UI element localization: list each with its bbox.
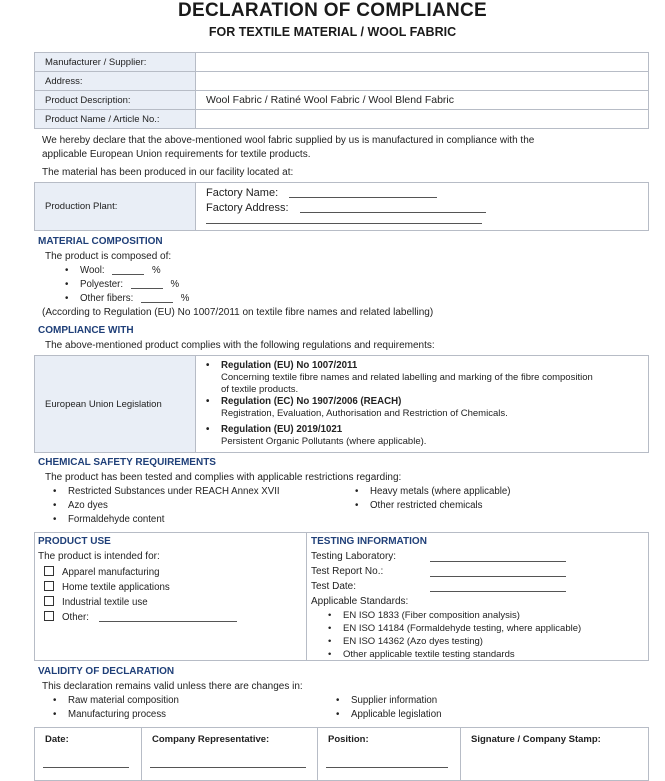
list-item: • Formaldehyde content [68,514,164,525]
address-label: Address: [35,72,196,91]
test-date-field[interactable] [430,591,566,592]
wool-percent-field[interactable] [112,274,144,275]
compliance-heading: COMPLIANCE WITH [38,325,134,336]
date-cell [35,728,142,781]
column-divider [306,533,307,660]
regulation-desc: Persistent Organic Pollutants (where applicable). [221,436,427,447]
position-cell [318,728,461,781]
standards-label: Applicable Standards: [311,596,409,607]
document-title: DECLARATION OF COMPLIANCE [177,0,488,21]
production-plant-fields [196,183,649,231]
list-item: • Heavy metals (where applicable) [370,486,511,497]
regulation-desc: of textile products. [221,384,299,395]
list-item: • Polyester: % [80,279,179,290]
table-row [35,110,649,129]
signature-table [34,727,649,781]
chemical-safety-heading: CHEMICAL SAFETY REQUIREMENTS [38,457,216,468]
table-row [35,53,649,72]
checkbox-icon[interactable] [44,611,54,621]
manufacturer-label: Manufacturer / Supplier: [35,53,196,72]
composition-note: (According to Regulation (EU) No 1007/2011 on textile fibre names and related labelling) [42,307,434,318]
testing-lab-field[interactable] [430,561,566,562]
regulation-desc: Concerning textile fibre names and related labelling and marking of the fibre composition [221,372,593,383]
list-item: • Other applicable textile testing standards [343,649,515,660]
factory-name-label: Factory Name: [206,187,279,199]
checkbox-industrial[interactable]: Industrial textile use [44,596,148,608]
compliance-intro: The above-mentioned product complies with the following regulations and requirements: [45,340,435,351]
date-field[interactable] [43,767,129,768]
declaration-line2: applicable European Union requirements for textile products. [42,149,311,160]
declaration-line1: We hereby declare that the above-mentioned wool fabric supplied by us is manufactured in compliance with the [42,135,535,146]
checkbox-home-textile[interactable]: Home textile applications [44,581,170,593]
testing-lab-label: Testing Laboratory: [311,551,397,562]
list-item: • EN ISO 14184 (Formaldehyde testing, where applicable) [343,623,581,634]
list-item: • Restricted Substances under REACH Annex XVII [68,486,280,497]
eu-legislation-label: European Union Legislation [35,356,196,453]
product-use-intro: The product is intended for: [38,551,160,562]
chemical-intro: The product has been tested and complies with applicable restrictions regarding: [45,472,402,483]
list-item: • EN ISO 1833 (Fiber composition analysis) [343,610,520,621]
factory-name-field[interactable] [289,197,437,198]
list-item: • Manufacturing process [68,709,166,720]
compliance-table [34,355,649,453]
checkbox-icon[interactable] [44,581,54,591]
regulation-desc: Registration, Evaluation, Authorisation and Restriction of Chemicals. [221,408,508,419]
manufacturer-value[interactable] [196,53,649,72]
table-row [35,72,649,91]
product-description-label: Product Description: [35,91,196,110]
list-item: • Other fibers: % [80,293,189,304]
other-fibers-percent-field[interactable] [141,302,173,303]
test-date-label: Test Date: [311,581,357,592]
list-item: • Other restricted chemicals [370,500,483,511]
factory-address-field[interactable] [300,212,486,213]
product-name-value[interactable] [196,110,649,129]
address-value[interactable] [196,72,649,91]
product-info-table [34,52,649,129]
representative-cell [142,728,318,781]
position-label: Position: [328,734,369,745]
product-use-heading: PRODUCT USE [38,536,111,547]
list-item: • Applicable legislation [351,709,441,720]
stamp-cell[interactable] [461,728,649,781]
checkbox-other[interactable]: Other: [44,611,237,623]
validity-intro: This declaration remains valid unless there are changes in: [42,681,303,692]
list-item: • Azo dyes [68,500,108,511]
factory-address-line2[interactable] [206,223,482,224]
test-report-label: Test Report No.: [311,566,384,577]
checkbox-icon[interactable] [44,566,54,576]
test-report-field[interactable] [430,576,566,577]
production-plant-table [34,182,649,231]
list-item: • EN ISO 14362 (Azo dyes testing) [343,636,483,647]
regulation-title: • Regulation (EC) No 1907/2006 (REACH) [221,396,401,407]
list-item: • Supplier information [351,695,437,706]
document-subtitle: FOR TEXTILE MATERIAL / WOOL FABRIC [208,25,457,39]
date-label: Date: [45,734,69,745]
representative-field[interactable] [150,767,306,768]
production-plant-label: Production Plant: [35,183,196,231]
checkbox-apparel[interactable]: Apparel manufacturing [44,566,159,578]
regulation-title: • Regulation (EU) 2019/1021 [221,424,342,435]
factory-address-label: Factory Address: [206,202,289,214]
composition-intro: The product is composed of: [45,251,172,262]
regulations-cell [196,356,649,453]
validity-heading: VALIDITY OF DECLARATION [38,666,175,677]
regulation-title: • Regulation (EU) No 1007/2011 [221,360,357,371]
list-item: • Raw material composition [68,695,179,706]
position-field[interactable] [326,767,448,768]
polyester-percent-field[interactable] [131,288,163,289]
product-name-label: Product Name / Article No.: [35,110,196,129]
testing-info-heading: TESTING INFORMATION [311,536,427,547]
stamp-label: Signature / Company Stamp: [471,734,601,745]
product-description-value[interactable]: Wool Fabric / Ratiné Wool Fabric / Wool Blend Fabric [196,91,649,110]
list-item: • Wool: % [80,265,161,276]
representative-label: Company Representative: [152,734,270,745]
table-row [35,91,649,110]
other-use-field[interactable] [99,621,237,622]
facility-text: The material has been produced in our facility located at: [42,167,294,178]
checkbox-icon[interactable] [44,596,54,606]
material-composition-heading: MATERIAL COMPOSITION [38,236,163,247]
